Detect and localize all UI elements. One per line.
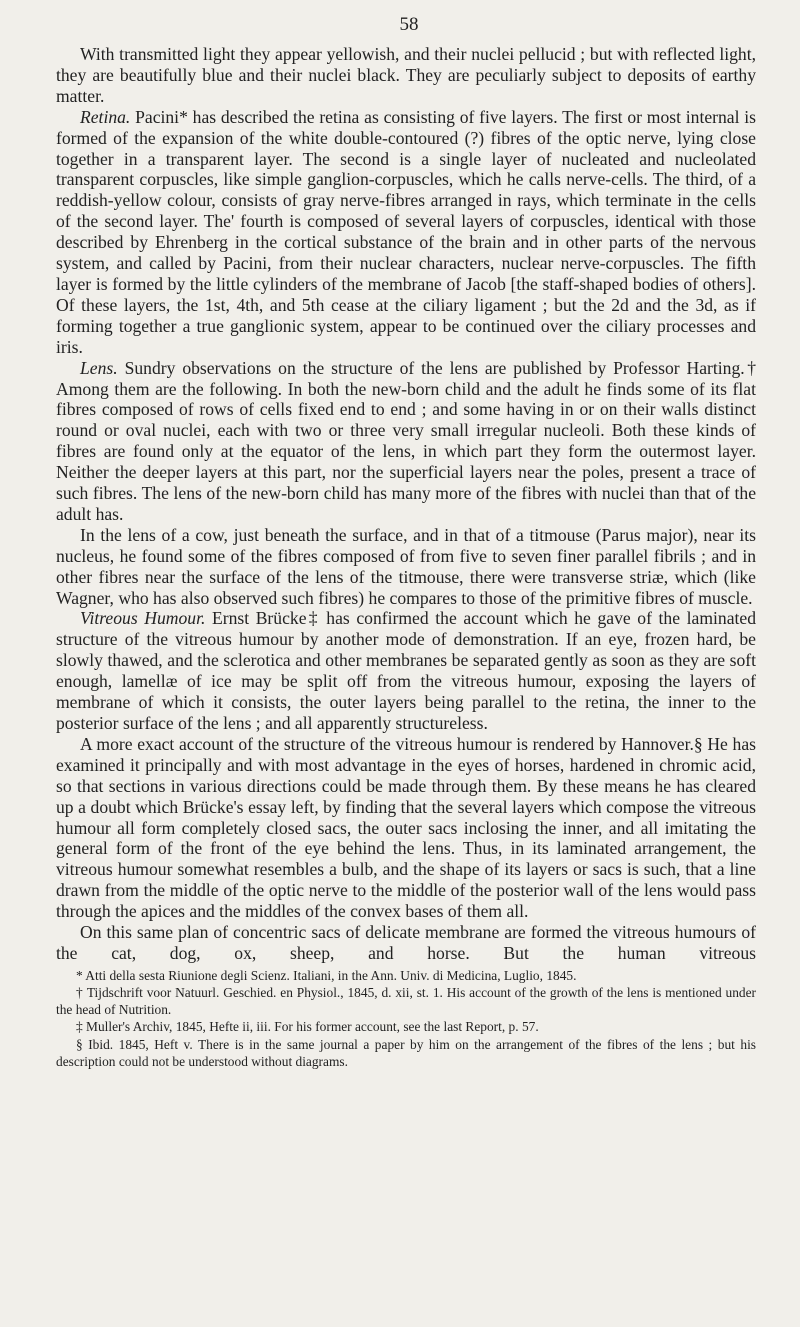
- paragraph-text: Sundry observations on the structure of the lens are published by Professor Harting.† Among them are the following. In both the new-born child and the adult he finds some of its flat fibres composed of rows of cells fixed end to end ; and some having in or on their walls distinct round or oval nuclei, each with two or three very small irregular nucleoli. Both these kinds of fibres are found only at the equator of the lens, in which part they form the outermost layer. Neither the deeper layers at this part, nor the superficial layers near the poles, present a trace of such fibres. The lens of the new-born child has many more of the fibres with nuclei than that of the adult has.: [56, 357, 756, 524]
- paragraph: [56, 922, 756, 964]
- section-heading-lens: Lens.: [80, 357, 118, 378]
- paragraph-text: Pacini* has described the retina as consisting of five layers. The first or most internal is formed of the expansion of the white double-contoured (?) fibres of the optic nerve, lying close together in a transparent layer. The second is a single layer of nucleated and nucleolated transparent corpuscles, like simple ganglion-corpuscles, which he calls nerve-cells. The third, of a reddish-yellow colour, consists of gray nerve-fibres arranged in rays, which terminate in the cells of the second layer. The' fourth is composed of several layers of corpuscles, identical with those described by Ehrenberg in the cortical substance of the brain and in other parts of the nervous system, and called by Pacini, from their nuclear characters, nuclear nerve-corpuscles. The fifth layer is formed by the little cylinders of the membrane of Jacob [the staff-shaped bodies of others]. Of these layers, the 1st, 4th, and 5th cease at the ciliary ligament ; but the 2d and the 3d, as if forming together a true ganglionic system, appear to be continued over the ciliary processes and iris.: [56, 106, 756, 357]
- footnotes: [56, 967, 756, 1070]
- paragraph: [56, 525, 756, 609]
- footnote: ‡ Muller's Archiv, 1845, Hefte ii, iii. For his former account, see the last Report, p. 57.: [76, 1019, 539, 1035]
- paragraph-retina: [56, 107, 756, 358]
- paragraph-text: Ernst Brücke‡ has confirmed the account which he gave of the laminated structure of the vitreous humour by another mode of demonstration. If an eye, frozen hard, be slowly thawed, and the sclerotica and other membranes be separated gently as soon as they are soft enough, lamellæ of ice may be split off from the vitreous humour, exposing the layers of membrane of which it consists, the outer layers being parallel to the retina, the inner to the posterior surface of the lens ; and all apparently structureless.: [56, 608, 756, 733]
- paragraph: [56, 44, 756, 107]
- paragraph-text: With transmitted light they appear yellowish, and their nuclei pellucid ; but with reflected light, they are beautifully blue and their nuclei black. They are peculiarly subject to deposits of earthy matter.: [56, 44, 756, 106]
- section-heading-retina: Retina.: [80, 106, 131, 127]
- paragraph-text: A more exact account of the structure of the vitreous humour is rendered by Hannover.§ He has examined it principally and with most advantage in the eyes of horses, hardened in chromic acid, so that sections in various directions could be made through them. By these means he has cleared up a doubt which Brücke's essay left, by finding that the several layers which compose the vitreous humour all form completely closed sacs, the outer sacs inclosing the inner, and all imitating the general form of the front of the eye behind the lens. Thus, in its laminated arrangement, the vitreous humour somewhat resembles a bulb, and the shape of its layers or sacs is such, that a line drawn from the middle of the optic nerve to the middle of the posterior wall of the lens would pass through the apices and the middles of the convex bases of them all.: [56, 733, 756, 922]
- footnote: * Atti della sesta Riunione degli Scienz. Italiani, in the Ann. Univ. di Medicina, Luglio, 1845.: [76, 967, 577, 983]
- paragraph-lens: [56, 358, 756, 525]
- paragraph: [56, 734, 756, 922]
- body-text: [56, 44, 756, 964]
- book-page: [56, 10, 756, 1070]
- paragraph-text: In the lens of a cow, just beneath the surface, and in that of a titmouse (Parus major), near its nucleus, he found some of the fibres composed of from five to seven finer parallel fibrils ; and in other fibres near the surface of the lens of the titmouse, there were transverse striæ, which (like Wagner, who has also observed such fibres) he compares to those of the primitive fibres of muscle.: [56, 524, 756, 608]
- page-number: 58: [399, 14, 419, 35]
- footnote: § Ibid. 1845, Heft v. There is in the same journal a paper by him on the arrangement of the fibres of the lens ; but his description could not be understood without diagrams.: [56, 1036, 756, 1069]
- section-heading-vitreous-humour: Vitreous Humour.: [80, 608, 206, 629]
- paragraph-vitreous-humour: [56, 608, 756, 733]
- footnote: † Tijdschrift voor Natuurl. Geschied. en Physiol., 1845, d. xii, st. 1. His account of the growth of the lens is mentioned under the head of Nutrition.: [56, 985, 756, 1018]
- paragraph-text: On this same plan of concentric sacs of delicate membrane are formed the vitreous humours of the cat, dog, ox, sheep, and horse. But the human vitreous: [56, 922, 756, 963]
